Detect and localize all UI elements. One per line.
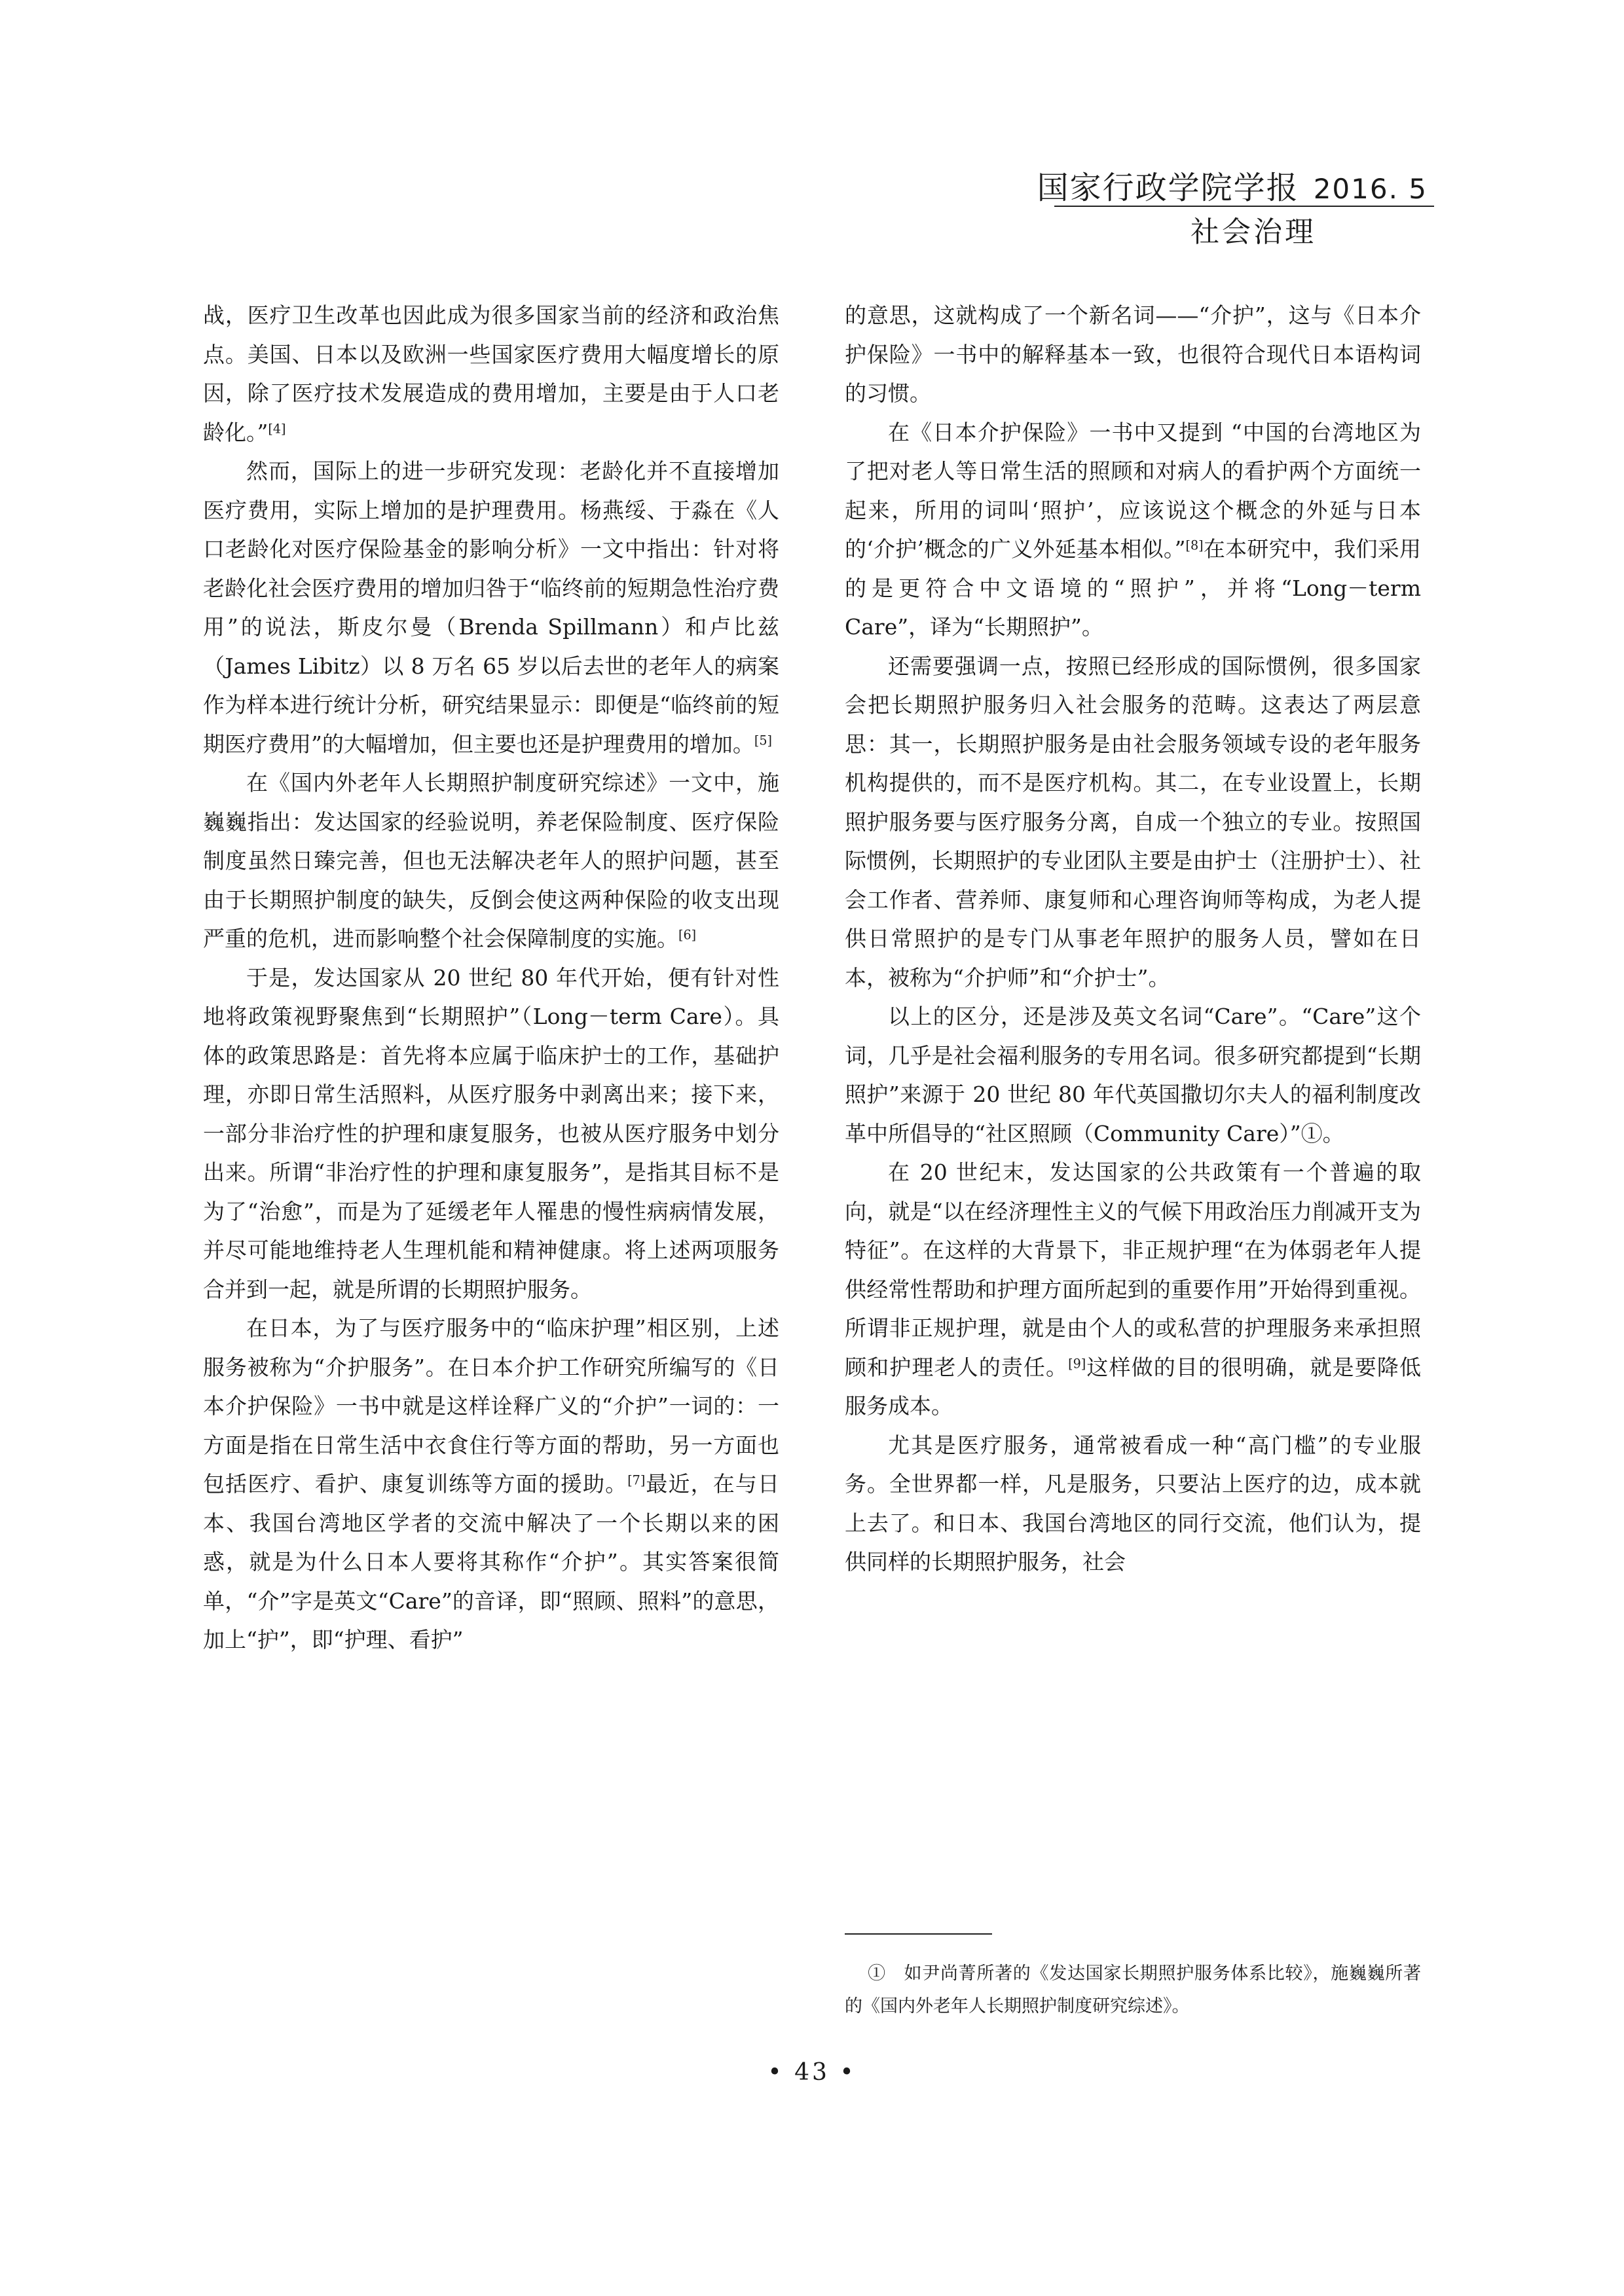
paragraph: 以上的区分，还是涉及英文名词“Care”。“Care”这个词，几乎是社会福利服务的专用名词。很多研究都提到“长期照护”来源于 20 世纪 80 年代英国撒切尔夫人的福利制度改革中所倡导的“社区照顾（Community Care）”①。	[845, 1004, 1421, 1146]
citation: [7]	[627, 1472, 646, 1488]
citation: [9]	[1068, 1355, 1086, 1371]
left-column	[203, 296, 779, 1660]
citation: [8]	[1185, 538, 1204, 553]
citation: [5]	[754, 732, 772, 748]
header-rule	[1054, 206, 1434, 207]
issue-number: 2016. 5	[1313, 173, 1428, 205]
page-number: • 43 •	[767, 2059, 857, 2086]
footnote-rule	[845, 1933, 992, 1935]
citation: [6]	[678, 927, 697, 943]
paragraph: 于是，发达国家从 20 世纪 80 年代开始，便有针对性地将政策视野聚焦到“长期照护”（Long－term Care）。具体的政策思路是：首先将本应属于临床护士的工作，基础护理，亦即日常生活照料，从医疗服务中剥离出来；接下来，一部分非治疗性的护理和康复服务，也被从医疗服务中划分出来。所谓“非治疗性的护理和康复服务”，是指其目标不是为了“治愈”，而是为了延缓老年人罹患的慢性病病情发展，并尽可能地维持老人生理机能和精神健康。将上述两项服务合并到一起，就是所谓的长期照护服务。	[203, 964, 779, 1302]
paragraph: 在 20 世纪末，发达国家的公共政策有一个普遍的取向，就是“以在经济理性主义的气候下用政治压力削减开支为特征”。在这样的大背景下，非正规护理“在为体弱老年人提供经常性帮助和护理方面所起到的重要作用”开始得到重视。所谓非正规护理，就是由个人的或私营的护理服务来承担照顾和护理老人的责任。[9]这样做的目的很明确，就是要降低服务成本。	[845, 1159, 1422, 1419]
journal-header	[1037, 162, 1428, 208]
paragraph: 战，医疗卫生改革也因此成为很多国家当前的经济和政治焦点。美国、日本以及欧洲一些国家医疗费用大幅度增长的原因，除了医疗技术发展造成的费用增加，主要是由于人口老龄化。”[4]	[203, 302, 779, 445]
paragraph: 然而，国际上的进一步研究发现：老龄化并不直接增加医疗费用，实际上增加的是护理费用。杨燕绥、于淼在《人口老龄化对医疗保险基金的影响分析》一文中指出：针对将老龄化社会医疗费用的增加归咎于“临终前的短期急性治疗费用”的说法，斯皮尔曼（Brenda Spillmann）和卢比兹（James Libitz）以 8 万名 65 岁以后去世的老年人的病案作为样本进行统计分析，研究结果显示：即便是“临终前的短期医疗费用”的大幅增加，但主要也还是护理费用的增加。[5]	[203, 458, 779, 757]
section-title: 社会治理	[1190, 215, 1316, 249]
footnote-text: ① 如尹尚菁所著的《发达国家长期照护服务体系比较》，施巍巍所著的《国内外老年人长期照护制度研究综述》。	[845, 1963, 1421, 2016]
citation: [4]	[268, 420, 286, 436]
journal-name: 国家行政学院学报	[1037, 170, 1299, 206]
paragraph: 的意思，这就构成了一个新名词——“介护”，这与《日本介护保险》一书中的解释基本一致，也很符合现代日本语构词的习惯。	[845, 302, 1421, 406]
paragraph: 在日本，为了与医疗服务中的“临床护理”相区别，上述服务被称为“介护服务”。在日本介护工作研究所编写的《日本介护保险》一书中就是这样诠释广义的“介护”一词的：一方面是指在日常生活中衣食住行等方面的帮助，另一方面也包括医疗、看护、康复训练等方面的援助。[7]最近，在与日本、我国台湾地区学者的交流中解决了一个长期以来的困惑，就是为什么日本人要将其称作“介护”。其实答案很简单，“介”字是英文“Care”的音译，即“照顾、照料”的意思，加上“护”，即“护理、看护”	[203, 1315, 780, 1652]
paragraph: 在《国内外老年人长期照护制度研究综述》一文中，施巍巍指出：发达国家的经验说明，养老保险制度、医疗保险制度虽然日臻完善，但也无法解决老年人的照护问题，甚至由于长期照护制度的缺失，反倒会使这两种保险的收支出现严重的危机，进而影响整个社会保障制度的实施。[6]	[203, 770, 779, 951]
footnote	[845, 1958, 1421, 2023]
right-column	[845, 296, 1421, 1582]
paragraph: 还需要强调一点，按照已经形成的国际惯例，很多国家会把长期照护服务归入社会服务的范畴。这表达了两层意思：其一，长期照护服务是由社会服务领域专设的老年服务机构提供的，而不是医疗机构。其二，在专业设置上，长期照护服务要与医疗服务分离，自成一个独立的专业。按照国际惯例，长期照护的专业团队主要是由护士（注册护士）、社会工作者、营养师、康复师和心理咨询师等构成，为老人提供日常照护的是专门从事老年照护的服务人员，譬如在日本，被称为“介护师”和“介护士”。	[845, 653, 1421, 991]
paragraph: 在《日本介护保险》一书中又提到 “中国的台湾地区为了把对老人等日常生活的照顾和对病人的看护两个方面统一起来，所用的词叫‘照护’，应该说这个概念的外延与日本的‘介护’概念的广义外延基本相似。”[8]在本研究中，我们采用的是更符合中文语境的“照护”，并将“Long－term Care”，译为“长期照护”。	[845, 419, 1422, 640]
paragraph: 尤其是医疗服务，通常被看成一种“高门槛”的专业服务。全世界都一样，凡是服务，只要沾上医疗的边，成本就上去了。和日本、我国台湾地区的同行交流，他们认为，提供同样的长期照护服务，社会	[845, 1432, 1421, 1575]
